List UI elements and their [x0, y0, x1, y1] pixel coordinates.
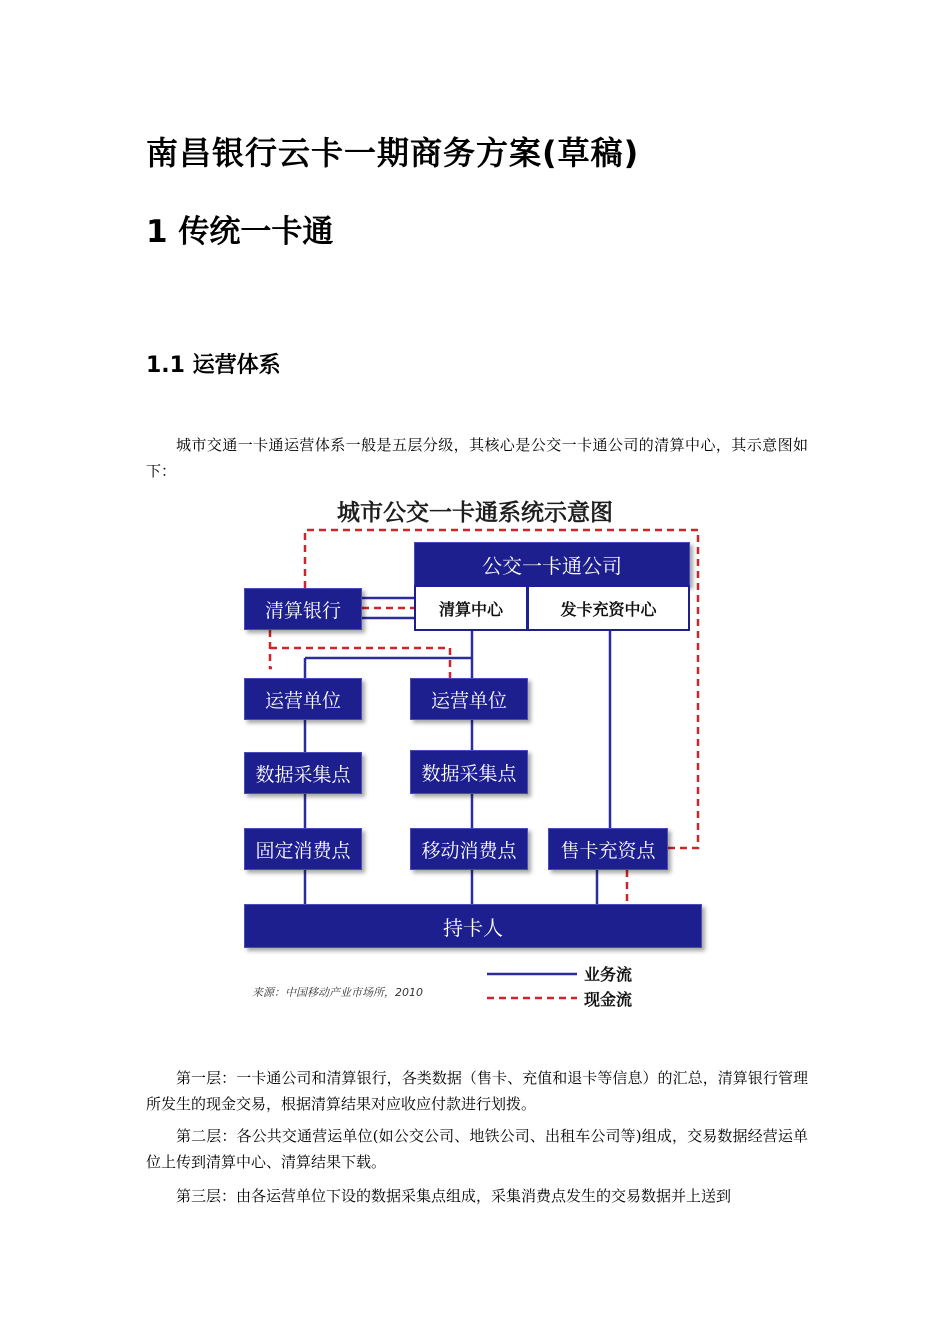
mobile-pos-box: 移动消费点 [410, 828, 528, 870]
legend-business-label: 业务流 [584, 965, 633, 984]
paragraph-layer-1: 第一层：一卡通公司和清算银行，各类数据（售卡、充值和退卡等信息）的汇总，清算银行管理所发生的现金交易，根据清算结果对应收应付款进行划拨。 [146, 1069, 808, 1113]
section-heading-1-1: 1.1 运营体系 [146, 353, 281, 378]
company-box: 公交一卡通公司 [414, 542, 690, 586]
fixed-pos-box: 固定消费点 [244, 828, 362, 870]
section-heading-1: 1 传统一卡通 [146, 214, 334, 250]
system-diagram [232, 488, 718, 1020]
operator-right-box: 运营单位 [410, 678, 528, 720]
document-title: 南昌银行云卡一期商务方案(草稿) [146, 134, 640, 172]
sale-point-box: 售卡充资点 [548, 828, 668, 870]
operator-left-box: 运营单位 [244, 678, 362, 720]
paragraph-layer-3: 第三层：由各运营单位下设的数据采集点组成，采集消费点发生的交易数据并上送到 [176, 1187, 732, 1205]
collect-right-box: 数据采集点 [410, 750, 528, 794]
paragraph-layer-2: 第二层：各公共交通营运单位(如公交公司、地铁公司、出租车公司等)组成，交易数据经营运单位上传到清算中心、清算结果下载。 [146, 1127, 808, 1171]
cash-bank-operator [270, 648, 450, 678]
issuing-center-box: 发卡充资中心 [527, 585, 690, 631]
intro-paragraph: 城市交通一卡通运营体系一般是五层分级，其核心是公交一卡通公司的清算中心，其示意图如下： [146, 436, 808, 480]
clearing-bank-box: 清算银行 [244, 588, 362, 630]
clearing-center-box: 清算中心 [414, 585, 528, 631]
diagram-source: 来源：中国移动产业市场所，2010 [252, 986, 423, 999]
cardholder-box: 持卡人 [244, 904, 702, 948]
collect-left-box: 数据采集点 [244, 752, 362, 794]
legend-cash-label: 现金流 [584, 990, 633, 1009]
diagram-title: 城市公交一卡通系统示意图 [337, 500, 613, 526]
